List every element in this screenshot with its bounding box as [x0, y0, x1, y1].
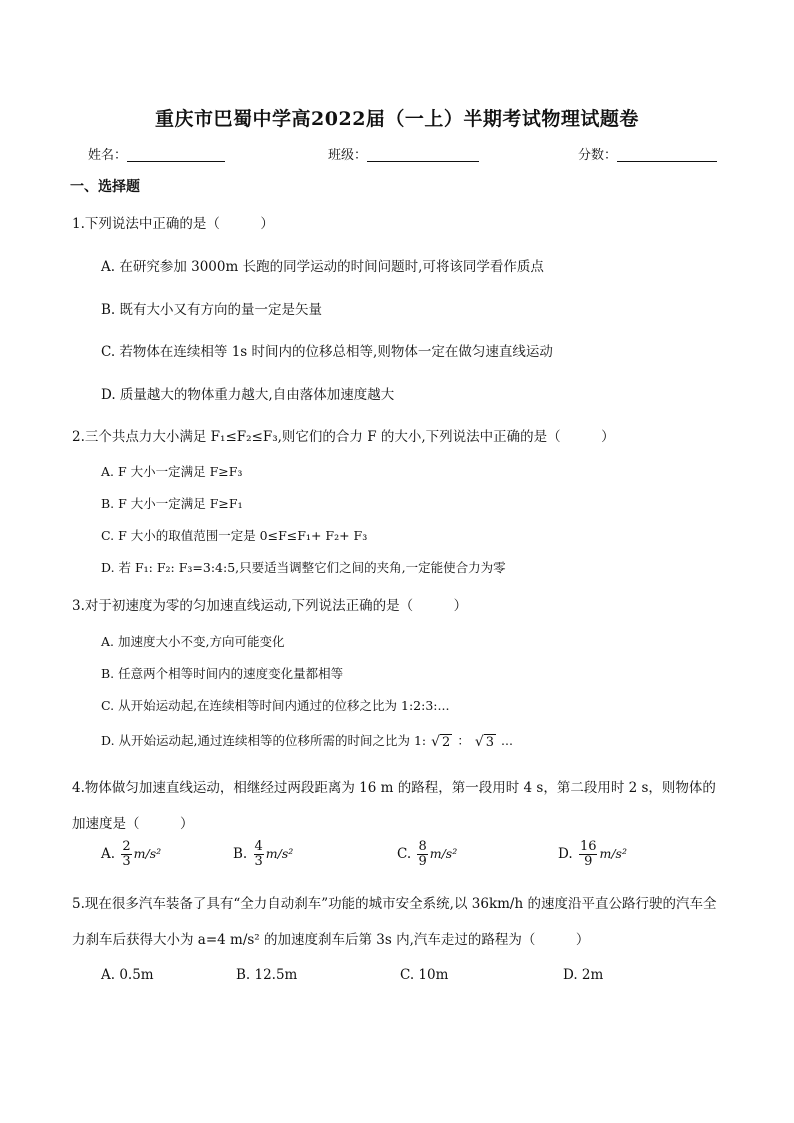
q1-option-c: C. 若物体在连续相等 1s 时间内的位移总相等,则物体一定在做匀速直线运动: [101, 344, 553, 360]
q4-option-b-label: B.: [233, 846, 248, 862]
q4-stem-line1: 4.物体做匀加速直线运动，相继经过两段距离为 16 m 的路程，第一段用时 4 s，第二段用时 2 s，则物体的: [72, 780, 716, 796]
q1-stem: 1.下列说法中正确的是（ ）: [72, 216, 274, 232]
fraction-numerator: 2: [122, 839, 131, 854]
q4-option-c: [397, 840, 457, 869]
q3-option-d: [101, 731, 513, 750]
fraction-denominator: 9: [418, 854, 427, 869]
q5-option-b: B. 12.5m: [236, 967, 298, 983]
q5-option-c: C. 10m: [400, 967, 449, 983]
q3-option-d-prefix: D. 从开始运动起,通过连续相等的位移所需的时间之比为 1:: [101, 733, 427, 748]
unit: m/s²: [599, 846, 627, 861]
unit: m/s²: [265, 846, 294, 861]
q4-option-c-fraction: [417, 840, 427, 869]
q5-stem-line2: 力刹车后获得大小为 a=4 m/s² 的加速度刹车后第 3s 内,汽车走过的路程为（ ）: [72, 932, 590, 948]
score-field: [578, 144, 717, 163]
fraction-numerator: 8: [418, 839, 427, 854]
name-field: [88, 144, 225, 163]
q4-option-a-label: A.: [101, 846, 116, 862]
q4-option-b: [233, 840, 293, 869]
class-label: 班级：: [328, 148, 368, 163]
q5-option-a: A. 0.5m: [101, 967, 154, 983]
q3-option-a: A. 加速度大小不变,方向可能变化: [101, 634, 285, 649]
q1-option-a: A. 在研究参加 3000m 长跑的同学运动的时间问题时,可将该同学看作质点: [101, 259, 544, 275]
q3-option-b: B. 任意两个相等时间内的速度变化量都相等: [101, 666, 344, 681]
q2-option-b: B. F 大小一定满足 F≥F₁: [101, 496, 243, 511]
q5-stem-line1: 5.现在很多汽车装备了具有“全力自动刹车”功能的城市安全系统,以 36km/h 的速度沿平直公路行驶的汽车全: [72, 896, 717, 912]
unit: m/s²: [429, 846, 458, 861]
score-blank[interactable]: [617, 148, 717, 162]
q2-stem: 2.三个共点力大小满足 F₁≤F₂≤F₃,则它们的合力 F 的大小,下列说法中正确的是（ ）: [72, 429, 615, 445]
q4-option-d: [558, 840, 627, 869]
sqrt-2-value: 2: [442, 734, 451, 750]
q1-option-b: B. 既有大小又有方向的量一定是矢量: [101, 302, 323, 318]
q4-option-b-fraction: [254, 840, 264, 869]
sqrt-2: √ 2: [431, 733, 451, 750]
section-title: 一、选择题: [70, 179, 140, 195]
fraction-denominator: 3: [254, 854, 263, 869]
fraction-numerator: 4: [254, 839, 263, 854]
class-field: [328, 144, 479, 163]
fraction-denominator: 9: [584, 854, 593, 869]
name-blank[interactable]: [127, 148, 225, 162]
unit: m/s²: [133, 846, 162, 861]
fraction-denominator: 3: [122, 854, 131, 869]
sqrt-3-value: 3: [485, 734, 495, 750]
q4-option-d-fraction: [579, 840, 598, 869]
page-title: 重庆市巴蜀中学高2022届（一上）半期考试物理试题卷: [155, 108, 639, 130]
score-label: 分数：: [578, 148, 618, 163]
name-label: 姓名：: [88, 148, 128, 163]
q3-option-c: C. 从开始运动起,在连续相等时间内通过的位移之比为 1:2:3:...: [101, 698, 450, 713]
q3-stem: 3.对于初速度为零的匀加速直线运动,下列说法正确的是（ ）: [72, 598, 468, 614]
q1-option-d: D. 质量越大的物体重力越大,自由落体加速度越大: [101, 387, 395, 403]
sqrt-3: √ 3: [474, 733, 495, 750]
q2-option-a: A. F 大小一定满足 F≥F₃: [101, 464, 243, 479]
q4-option-a: [101, 840, 161, 869]
q4-option-d-label: D.: [558, 846, 573, 862]
q5-option-d: D. 2m: [563, 967, 604, 983]
q2-option-c: C. F 大小的取值范围一定是 0≤F≤F₁+ F₂+ F₃: [101, 528, 368, 543]
fraction-numerator: 16: [579, 839, 597, 854]
q4-option-a-fraction: [121, 840, 131, 869]
q3-option-d-suffix: ...: [501, 733, 513, 748]
class-blank[interactable]: [367, 148, 479, 162]
q2-option-d: D. 若 F₁: F₂: F₃=3:4:5,只要适当调整它们之间的夹角,一定能使合力为零: [101, 560, 506, 575]
q4-stem-line2: 加速度是（ ）: [72, 816, 194, 832]
q3-option-d-sep: ：: [457, 733, 470, 748]
q4-option-c-label: C.: [397, 846, 412, 862]
